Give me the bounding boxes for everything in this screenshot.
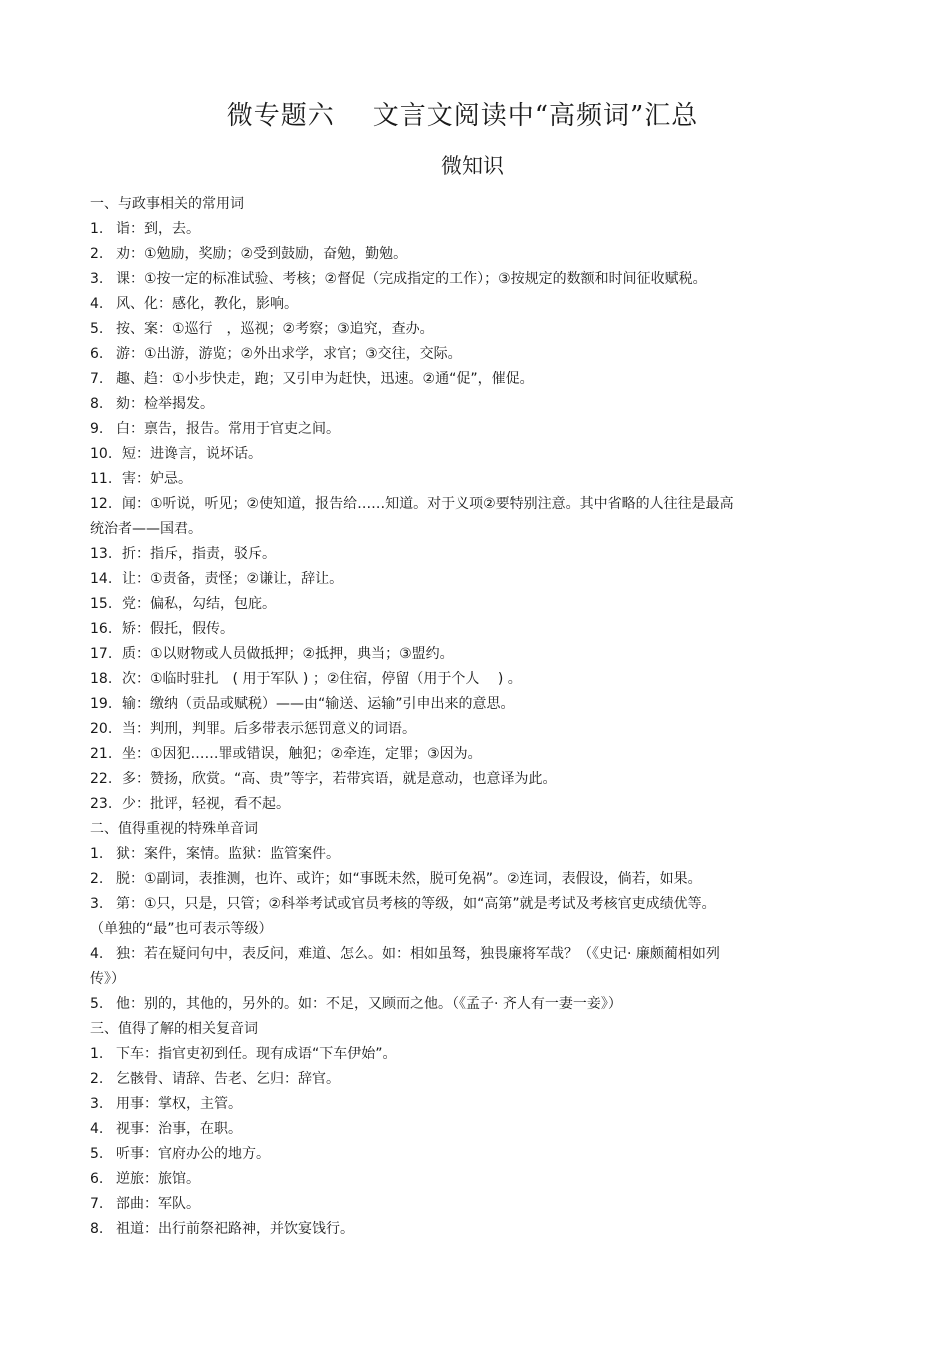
item-number: 17. — [90, 646, 113, 662]
item-text: 趣、趋：①小步快走，跑；又引申为赶快，迅速。②通“促”，催促。 — [116, 371, 534, 387]
list-item — [90, 492, 790, 517]
list-item — [90, 1142, 790, 1167]
item-number: 7. — [90, 371, 104, 387]
item-number: 16. — [90, 621, 113, 637]
list-item — [90, 417, 790, 442]
item-number: 2. — [90, 246, 104, 262]
item-text: 党：偏私，勾结，包庇。 — [122, 596, 276, 612]
title-left: 微专题六 — [226, 101, 335, 131]
item-number: 8. — [90, 1221, 104, 1237]
item-text: 让：①责备，责怪；②谦让，辞让。 — [122, 571, 344, 587]
list-item — [90, 592, 790, 617]
list-item — [90, 867, 790, 892]
item-number: 12. — [90, 496, 113, 512]
list-item — [90, 667, 790, 692]
list-item — [90, 717, 790, 742]
content-body — [90, 192, 790, 1242]
item-number: 4. — [90, 1121, 104, 1137]
item-text: 次：①临时驻扎 ( 用于军队 ) ；②住宿，停留（用于个人 ) 。 — [122, 671, 522, 687]
list-item — [90, 317, 790, 342]
item-number: 8. — [90, 396, 104, 412]
item-number: 20. — [90, 721, 113, 737]
item-number: 4. — [90, 296, 104, 312]
list-item — [90, 992, 790, 1017]
list-item — [90, 292, 790, 317]
item-text: （单独的“最”也可表示等级） — [90, 921, 273, 937]
item-text: 逆旅：旅馆。 — [116, 1171, 200, 1187]
list-item — [90, 842, 790, 867]
item-text: 听事：官府办公的地方。 — [116, 1146, 270, 1162]
list-item — [90, 1092, 790, 1117]
item-text: 一、与政事相关的常用词 — [90, 196, 244, 212]
item-text: 下车：指官吏初到任。现有成语“下车伊始”。 — [116, 1046, 397, 1062]
list-item — [90, 692, 790, 717]
list-item — [90, 392, 790, 417]
text-line — [90, 1017, 790, 1042]
item-number: 10. — [90, 446, 113, 462]
list-item — [90, 242, 790, 267]
item-number: 2. — [90, 871, 104, 887]
item-text: 质：①以财物或人员做抵押；②抵押，典当；③盟约。 — [122, 646, 454, 662]
item-number: 2. — [90, 1071, 104, 1087]
item-text: 输：缴纳（贡品或赋税）——由“输送、运输”引申出来的意思。 — [122, 696, 515, 712]
item-number: 5. — [90, 321, 104, 337]
item-number: 22. — [90, 771, 113, 787]
item-number: 3. — [90, 1096, 104, 1112]
item-text: 短：进谗言，说坏话。 — [122, 446, 262, 462]
text-line — [90, 917, 790, 942]
item-text: 害：妒忌。 — [122, 471, 192, 487]
item-text: 劝：①勉励，奖励；②受到鼓励，奋勉，勤勉。 — [116, 246, 408, 262]
item-number: 4. — [90, 946, 104, 962]
item-number: 6. — [90, 346, 104, 362]
list-item — [90, 442, 790, 467]
list-item — [90, 1067, 790, 1092]
item-number: 1. — [90, 846, 104, 862]
list-item — [90, 942, 790, 967]
item-text: 二、值得重视的特殊单音词 — [90, 821, 258, 837]
list-item — [90, 467, 790, 492]
item-text: 诣：到，去。 — [116, 221, 200, 237]
title-right: 文言文阅读中“高频词”汇总 — [372, 101, 699, 131]
page-title — [0, 96, 925, 136]
item-number: 7. — [90, 1196, 104, 1212]
item-number: 19. — [90, 696, 113, 712]
item-text: 祖道：出行前祭祀路神，并饮宴饯行。 — [116, 1221, 354, 1237]
item-text: 独：若在疑问句中，表反问，难道、怎么。如：相如虽驽，独畏廉将军哉？（《史记· 廉颇蔺相如列 — [116, 946, 720, 962]
item-number: 21. — [90, 746, 113, 762]
item-number: 15. — [90, 596, 113, 612]
item-number: 3. — [90, 271, 104, 287]
list-item — [90, 367, 790, 392]
item-text: 用事：掌权，主管。 — [116, 1096, 242, 1112]
text-line — [90, 817, 790, 842]
item-number: 14. — [90, 571, 113, 587]
list-item — [90, 1192, 790, 1217]
item-text: 游：①出游，游览；②外出求学，求官；③交往，交际。 — [116, 346, 462, 362]
list-item — [90, 617, 790, 642]
list-item — [90, 742, 790, 767]
item-text: 风、化：感化，教化，影响。 — [116, 296, 298, 312]
item-number: 3. — [90, 896, 104, 912]
text-line — [90, 967, 790, 992]
text-line — [90, 517, 790, 542]
item-text: 劾：检举揭发。 — [116, 396, 214, 412]
item-text: 统治者——国君。 — [90, 521, 202, 537]
item-text: 三、值得了解的相关复音词 — [90, 1021, 258, 1037]
list-item — [90, 1167, 790, 1192]
item-number: 23. — [90, 796, 113, 812]
item-number: 9. — [90, 421, 104, 437]
list-item — [90, 1217, 790, 1242]
item-text: 传》） — [90, 971, 125, 987]
item-text: 闻：①听说，听见；②使知道，报告给……知道。对于义项②要特别注意。其中省略的人往往是最高 — [122, 496, 734, 512]
list-item — [90, 1117, 790, 1142]
item-text: 他：别的，其他的，另外的。如：不足，又顾而之他。（《孟子· 齐人有一妻一妾》） — [116, 996, 622, 1012]
list-item — [90, 342, 790, 367]
item-text: 课：①按一定的标准试验、考核；②督促（完成指定的工作）；③按规定的数额和时间征收赋税。 — [116, 271, 707, 287]
item-text: 按、案：①巡行 ，巡视；②考察；③追究，查办。 — [116, 321, 434, 337]
item-number: 13. — [90, 546, 113, 562]
list-item — [90, 542, 790, 567]
list-item — [90, 267, 790, 292]
page-subtitle: 微知识 — [441, 154, 504, 178]
item-text: 矫：假托，假传。 — [122, 621, 234, 637]
item-text: 乞骸骨、请辞、告老、乞归：辞官。 — [116, 1071, 340, 1087]
item-text: 坐：①因犯……罪或错误，触犯；②牵连，定罪；③因为。 — [122, 746, 482, 762]
item-number: 11. — [90, 471, 113, 487]
item-number: 5. — [90, 1146, 104, 1162]
item-number: 5. — [90, 996, 104, 1012]
item-text: 脱：①副词，表推测，也许、或许；如“事既未然，脱可免祸”。②连词，表假设，倘若，如果。 — [116, 871, 702, 887]
list-item — [90, 642, 790, 667]
item-number: 1. — [90, 221, 104, 237]
list-item — [90, 1042, 790, 1067]
item-number: 18. — [90, 671, 113, 687]
item-number: 1. — [90, 1046, 104, 1062]
item-number: 6. — [90, 1171, 104, 1187]
item-text: 白：禀告，报告。常用于官吏之间。 — [116, 421, 340, 437]
item-text: 部曲：军队。 — [116, 1196, 200, 1212]
text-line — [90, 192, 790, 217]
list-item — [90, 792, 790, 817]
list-item — [90, 892, 790, 917]
list-item — [90, 217, 790, 242]
item-text: 视事：治事，在职。 — [116, 1121, 242, 1137]
item-text: 多：赞扬，欣赏。“高、贵”等字，若带宾语，就是意动，也意译为此。 — [122, 771, 557, 787]
item-text: 少：批评，轻视，看不起。 — [122, 796, 290, 812]
list-item — [90, 567, 790, 592]
item-text: 当：判刑，判罪。后多带表示惩罚意义的词语。 — [122, 721, 416, 737]
item-text: 第：①只，只是，只管；②科举考试或官员考核的等级，如“高第”就是考试及考核官吏成绩优等。 — [116, 896, 716, 912]
item-text: 折：指斥，指责，驳斥。 — [122, 546, 276, 562]
list-item — [90, 767, 790, 792]
item-text: 狱：案件，案情。监狱：监管案件。 — [116, 846, 340, 862]
